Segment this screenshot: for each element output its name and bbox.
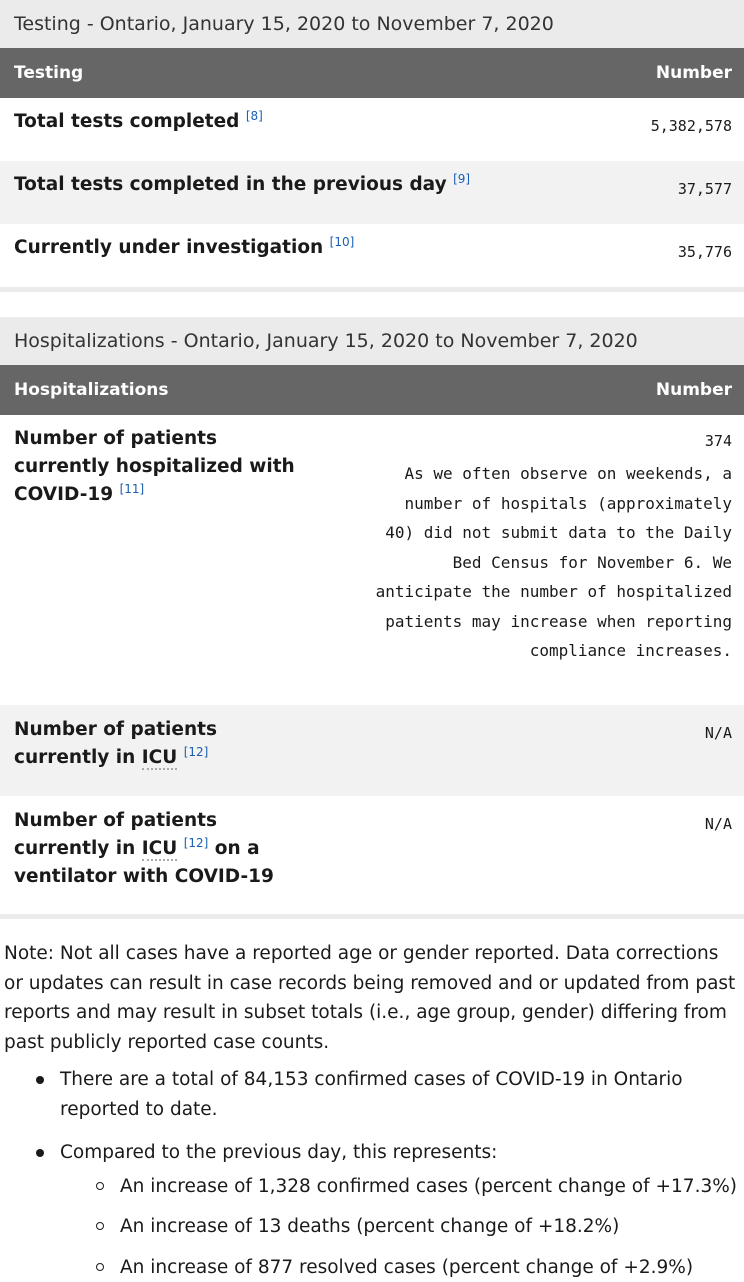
under-investigation-label: Currently under investigation [14, 237, 323, 258]
comparison-sublist [60, 1172, 744, 1282]
list-item [60, 1138, 744, 1282]
note-line: anticipate the number of hospitalized [316, 577, 732, 607]
note-line: Bed Census for November 6. We [316, 548, 732, 578]
hospitalized-value: 374 [316, 427, 732, 455]
note-line: patients may increase when reporting [316, 607, 732, 637]
ventilator-label-continued: on a ventilator with COVID-19 [14, 838, 274, 887]
icu-abbreviation[interactable]: ICU [142, 747, 177, 770]
table-row [0, 224, 744, 290]
footnote-link-12[interactable]: [12] [184, 745, 209, 759]
table-row [0, 796, 744, 917]
row-label [0, 161, 586, 224]
hospitalized-data-note [316, 459, 732, 666]
hospitalizations-column-header: Hospitalizations [0, 365, 316, 415]
note-line: As we often observe on weekends, a [316, 459, 732, 489]
row-label [0, 796, 316, 917]
testing-table-caption: Testing - Ontario, January 15, 2020 to November 7, 2020 [0, 0, 744, 48]
list-item: An increase of 1,328 confirmed cases (percent change of +17.3%) [120, 1172, 744, 1202]
table-row [0, 415, 744, 705]
table-row [0, 705, 744, 796]
note-line: 40) did not submit data to the Daily [316, 518, 732, 548]
total-tests-value: 5,382,578 [586, 98, 744, 161]
row-label [0, 98, 586, 161]
ventilator-value: N/A [316, 796, 744, 917]
summary-list [0, 1065, 744, 1282]
hospitalizations-table [0, 317, 744, 919]
footnote-link-9[interactable]: [9] [453, 172, 470, 186]
footnote-link-11[interactable]: [11] [120, 482, 145, 496]
footnote-link-10[interactable]: [10] [330, 235, 355, 249]
list-item: An increase of 13 deaths (percent change of +18.2%) [120, 1212, 744, 1242]
icu-value: N/A [316, 705, 744, 796]
testing-number-column-header: Number [586, 48, 744, 98]
total-tests-label: Total tests completed [14, 111, 239, 132]
row-label [0, 705, 316, 796]
footnote-link-12[interactable]: [12] [184, 836, 209, 850]
table-row [0, 98, 744, 161]
hospitalized-label: Number of patients currently hospitalized with COVID-19 [14, 428, 295, 505]
note-line: compliance increases. [316, 636, 732, 666]
list-item: An increase of 877 resolved cases (percent change of +2.9%) [120, 1253, 744, 1282]
data-note-paragraph: Note: Not all cases have a reported age or gender reported. Data corrections or updates can result in case records being removed and or updated from past reports and may result in subset totals (i.e., age group, gender) differing from past publicly reported case counts. [0, 939, 744, 1057]
table-row [0, 161, 744, 224]
previous-day-tests-value: 37,577 [586, 161, 744, 224]
icu-abbreviation[interactable]: ICU [142, 838, 177, 861]
total-cases-text: There are a total of 84,153 confirmed cases of COVID-19 in Ontario reported to date. [60, 1069, 683, 1120]
row-label [0, 224, 586, 290]
list-item [60, 1065, 744, 1124]
section-gap [0, 292, 744, 317]
hospitalized-cell [316, 415, 744, 705]
testing-header-row [0, 48, 744, 98]
icu-label: Number of patients currently in [14, 719, 217, 768]
note-line: number of hospitals (approximately [316, 489, 732, 519]
testing-column-header: Testing [0, 48, 586, 98]
hospitalizations-header-row [0, 365, 744, 415]
row-label [0, 415, 316, 705]
footnote-link-8[interactable]: [8] [246, 109, 263, 123]
ventilator-label: Number of patients currently in [14, 810, 217, 859]
hospitalizations-table-caption: Hospitalizations - Ontario, January 15, 2020 to November 7, 2020 [0, 317, 744, 365]
hospitalizations-number-column-header: Number [316, 365, 744, 415]
under-investigation-value: 35,776 [586, 224, 744, 290]
comparison-text: Compared to the previous day, this represents: [60, 1142, 497, 1163]
testing-table [0, 0, 744, 292]
previous-day-tests-label: Total tests completed in the previous day [14, 174, 447, 195]
